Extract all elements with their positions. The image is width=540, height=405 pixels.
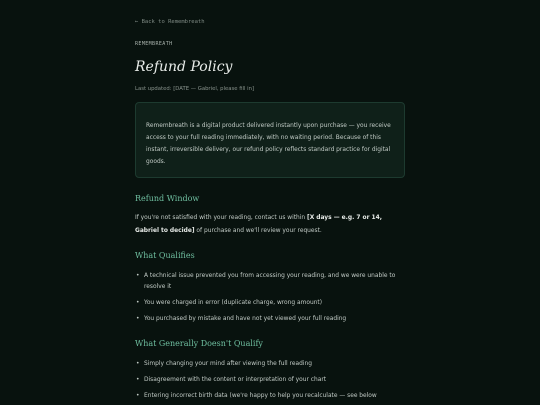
intro-callout bbox=[135, 102, 405, 178]
bullet-icon: • bbox=[136, 377, 140, 383]
list-item-text: You were charged in error (duplicate charge, wrong amount) bbox=[144, 300, 323, 306]
list-item bbox=[135, 391, 405, 402]
brand-name: REMEMBREATH bbox=[135, 41, 173, 47]
refund-window-days: [X days — e.g. 7 or 14, Gabriel to decide] bbox=[135, 215, 382, 234]
back-link[interactable]: ← Back to Remembreath bbox=[135, 19, 205, 25]
bullet-icon: • bbox=[136, 316, 140, 322]
refund-window-heading: Refund Window bbox=[135, 194, 200, 203]
last-updated: Last updated: [DATE — Gabriel, please fill in] bbox=[135, 86, 255, 92]
qualifies-list bbox=[135, 271, 405, 330]
list-item bbox=[135, 298, 405, 309]
list-item-text: You purchased by mistake and have not yet viewed your full reading bbox=[144, 316, 347, 322]
what-qualifies-heading: What Qualifies bbox=[135, 251, 195, 260]
bullet-icon: • bbox=[136, 273, 140, 279]
bullet-icon: • bbox=[136, 361, 140, 367]
list-item-text: A technical issue prevented you from accessing your reading, and we were unable to resolve it bbox=[144, 273, 396, 290]
bullet-icon: • bbox=[136, 393, 140, 399]
refund-window-text-start: If you're not satisfied with your reading, contact us within bbox=[135, 215, 308, 221]
list-item bbox=[135, 359, 405, 370]
intro-text: Remembreath is a digital product delivered instantly upon purchase — you receive access to your full reading immediately, with no waiting period. Because of this instant, irreversible delivery, our refund policy reflects standard practice for digital goods. bbox=[146, 123, 391, 165]
refund-window-text-end: of purchase and we'll review your request. bbox=[194, 227, 322, 234]
list-item bbox=[135, 314, 405, 325]
list-item-text: Disagreement with the content or interpretation of your chart bbox=[144, 377, 327, 383]
list-item-text: Entering incorrect birth data (we're happy to help you recalculate — see below bbox=[144, 393, 377, 399]
list-item bbox=[135, 271, 405, 293]
refund-window-text bbox=[135, 212, 405, 237]
list-item bbox=[135, 375, 405, 386]
list-item-text: Simply changing your mind after viewing the full reading bbox=[144, 361, 312, 367]
page-title: Refund Policy bbox=[135, 59, 233, 75]
doesnt-qualify-heading: What Generally Doesn't Qualify bbox=[135, 339, 263, 348]
doesnt-qualify-list bbox=[135, 359, 405, 405]
bullet-icon: • bbox=[136, 300, 140, 306]
